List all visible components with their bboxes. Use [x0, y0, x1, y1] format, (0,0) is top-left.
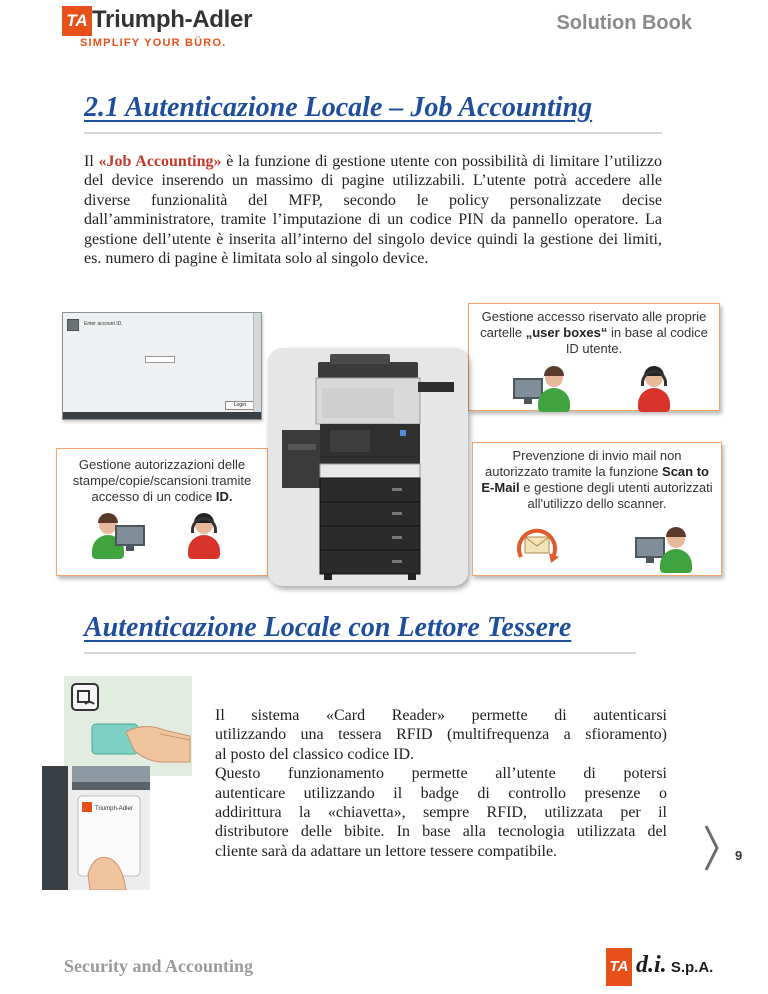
- heading-divider: [84, 132, 662, 134]
- card-reader-line: distributore delle bibite. In base alla tecnologia utilizzata del: [215, 823, 667, 841]
- card-reader-paragraph: [215, 706, 667, 861]
- login-prompt: Enter account ID.: [84, 321, 123, 327]
- card-reader-line: autenticare utilizzando il badge di controllo presenze o: [215, 784, 667, 802]
- header-section-label: Solution Book: [556, 12, 692, 34]
- footer-brand-name: d.i. S.p.A.: [636, 952, 714, 978]
- mfp-printer-icon: [268, 348, 468, 586]
- card-reader-line: addirittura la «chiavetta», sempre RFID, utilizzata per il: [215, 804, 667, 822]
- callout-authorizations-text: Gestione autorizzazioni delle stampe/copie/scansioni tramite accesso di un codice ID.: [72, 457, 252, 504]
- brand-tagline: SIMPLIFY YOUR BÜRO.: [80, 37, 227, 49]
- card-reader-device-image: [42, 766, 150, 890]
- account-icon: [67, 319, 79, 331]
- computer-monitor-icon: [115, 525, 145, 551]
- user-icon: [535, 368, 573, 414]
- callout-user-boxes-text: Gestione accesso riservato alle proprie cartelle „user boxes“ in base al codice ID utente.: [480, 309, 708, 356]
- para-keyword: «Job Accounting»: [98, 153, 222, 170]
- card-reader-line: Il sistema «Card Reader» permette di autenticarsi: [215, 707, 667, 724]
- callout-scan-to-email-text: Prevenzione di invio mail non autorizzato tramite la funzione Scan to E-Mail e gestione degli utenti autorizzati all'utilizzo dello scanner.: [481, 448, 713, 511]
- job-accounting-paragraph: [84, 152, 662, 268]
- svg-text:Triumph-Adler: Triumph-Adler: [95, 806, 133, 812]
- para-body: è la funzione di gestione utente con possibilità di limitare l’utilizzo del device inserendo un massimo di pagine utilizzabili. L’utente potrà accedere alle diverse funzionalità del MFP, secondo le policy personalizzate decise dall’amministratore, tramite l’imputazione di un codice PIN da pannello operatore. La gestione dell’utente è inserita all’interno del singolo device quindi la gestione dei limiti, es. numero di pagine è limitata solo al singolo device.: [84, 153, 662, 268]
- brand-logo-mark: TA: [62, 6, 92, 36]
- user-icon: [657, 529, 695, 575]
- login-screen-image: [62, 312, 262, 420]
- administrator-icon: [185, 515, 223, 561]
- section-title-job-accounting: 2.1 Autenticazione Locale – Job Accounting: [84, 92, 593, 123]
- mfp-device-image: [268, 348, 468, 586]
- card-reader-line: utilizzando una tessera RFID (multifrequenza a sfioramento): [215, 726, 667, 744]
- page-number: 9: [735, 848, 743, 863]
- heading-divider: [84, 652, 636, 654]
- login-button: Login: [225, 401, 255, 410]
- brand-logo-name: Triumph-Adler: [92, 6, 253, 33]
- footer-section-name: Security and Accounting: [64, 956, 254, 976]
- rfid-card-icon: [64, 676, 192, 776]
- administrator-icon: [635, 368, 673, 414]
- callout-user-boxes: [468, 303, 720, 411]
- chevron-right-icon: [704, 824, 720, 872]
- screen-status-bar: [63, 412, 261, 419]
- callout-scan-to-email: [472, 442, 722, 576]
- card-reader-panel-image: [64, 676, 192, 776]
- screen-scrollbar: [253, 313, 261, 413]
- account-id-field: [145, 356, 175, 363]
- card-reader-line: cliente sarà da adattare un lettore tessere compatibile.: [215, 842, 558, 860]
- footer-logo-mark: TA: [606, 948, 632, 986]
- callout-authorizations: [56, 448, 268, 576]
- card-reader-icon: [42, 766, 150, 890]
- card-reader-line: Questo funzionamento permette all’utente di potersi: [215, 765, 667, 783]
- para-prefix: Il: [84, 153, 99, 170]
- card-reader-line: al posto del classico codice ID.: [215, 745, 415, 763]
- email-icon: [513, 527, 561, 569]
- section-title-card-reader: Autenticazione Locale con Lettore Tessere: [84, 612, 572, 643]
